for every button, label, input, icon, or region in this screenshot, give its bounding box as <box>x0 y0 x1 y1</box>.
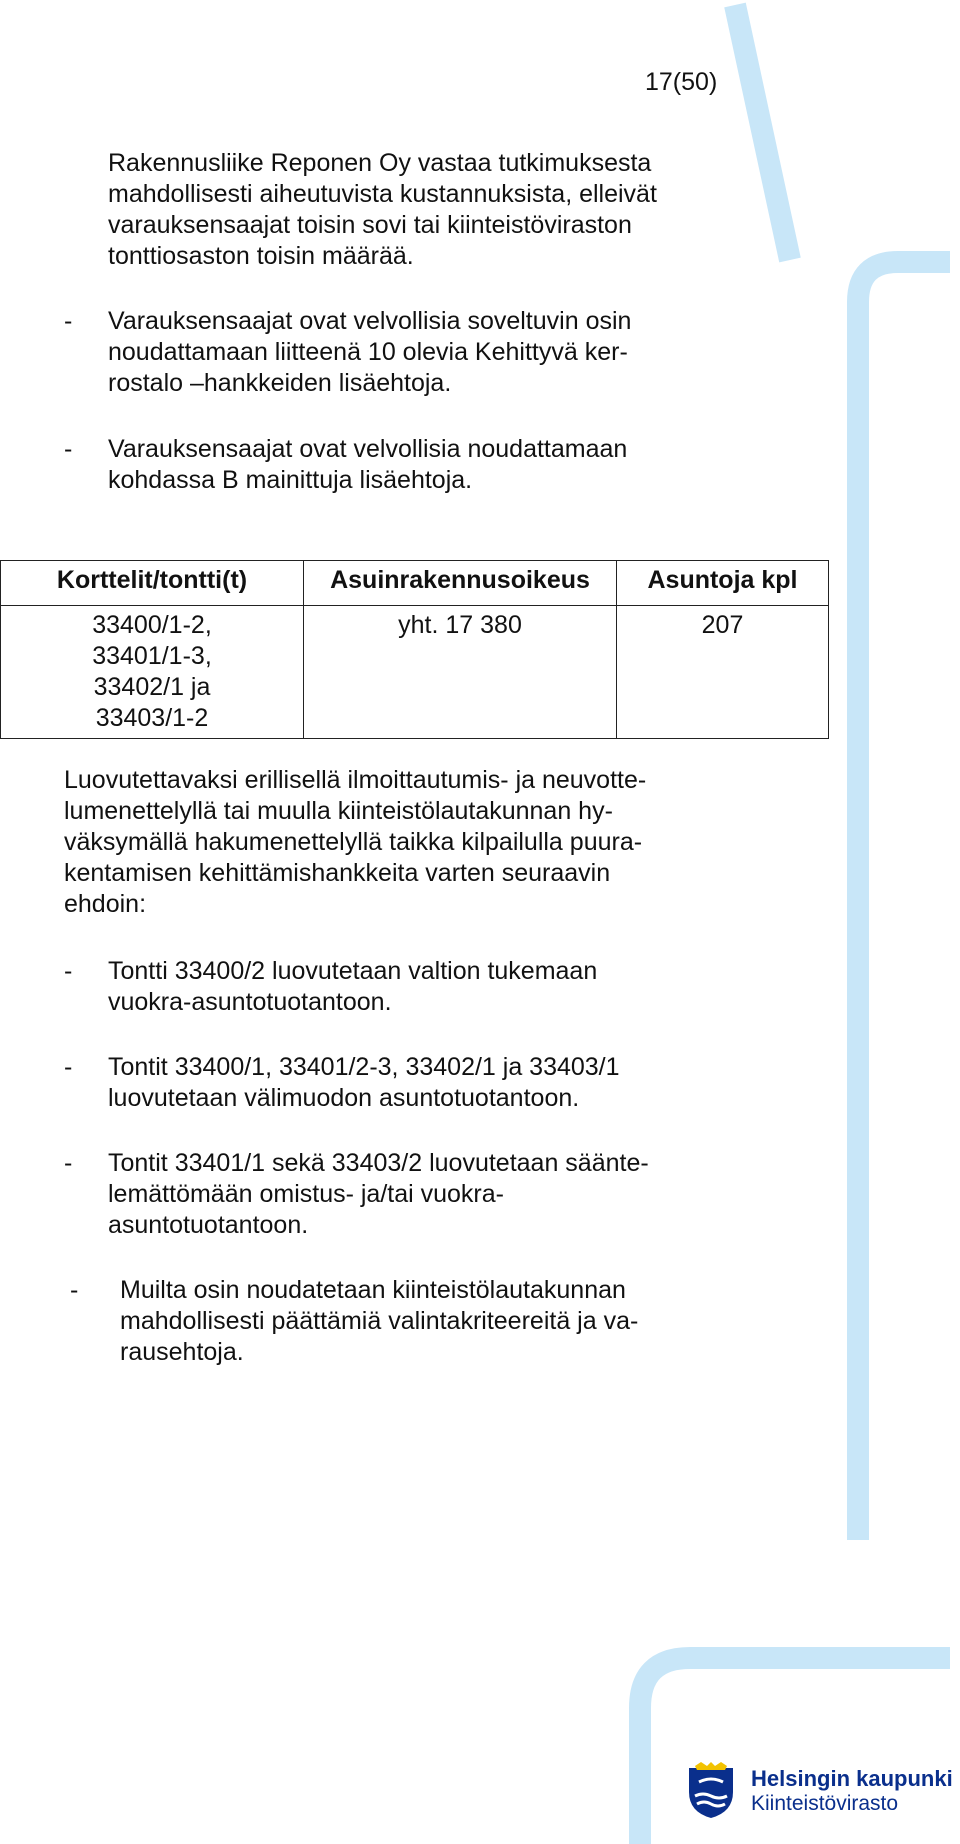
text-line: rostalo –hankkeiden lisäehtoja. <box>108 369 452 397</box>
paragraph-assignment-terms <box>64 765 744 920</box>
text-line: lumenettelyllä tai muulla kiinteistölautakunnan hy- <box>64 797 613 825</box>
text-line: Varauksensaajat ovat velvollisia noudattamaan <box>108 435 628 463</box>
coat-of-arms-icon <box>685 1762 737 1820</box>
text-line: Tontti 33400/2 luovutetaan valtion tukemaan <box>108 957 598 985</box>
bullet-dash: - <box>64 435 73 463</box>
bullet-dash: - <box>64 1053 73 1081</box>
text-line: luovutetaan välimuodon asuntotuotantoon. <box>108 1084 580 1112</box>
text-line: vuokra-asuntotuotantoon. <box>108 988 392 1016</box>
text-line: 33403/1-2 <box>95 704 209 732</box>
plots-table <box>0 560 829 739</box>
column-header-plots: Korttelit/tontti(t) <box>1 561 304 606</box>
column-header-building-rights: Asuinrakennusoikeus <box>304 561 617 606</box>
text-line: kentamisen kehittämishankkeita varten seuraavin <box>64 859 611 887</box>
logo-department-name: Kiinteistövirasto <box>751 1792 899 1815</box>
text-line: Tontit 33401/1 sekä 33403/2 luovutetaan säänte- <box>108 1149 649 1177</box>
text-line: noudattamaan liitteenä 10 olevia Kehittyvä ker- <box>108 338 628 366</box>
bullet-dash: - <box>64 957 73 985</box>
text-line: varauksensaajat toisin sovi tai kiinteistöviraston <box>108 211 632 239</box>
text-line: väksymällä hakumenettelyllä taikka kilpailulla puura- <box>64 828 643 856</box>
text-line: asuntotuotantoon. <box>108 1211 309 1239</box>
text-line: rausehtoja. <box>120 1338 244 1366</box>
page-number: 17(50) <box>645 68 718 96</box>
text-line: Luovutettavaksi erillisellä ilmoittautumis- ja neuvotte- <box>64 766 647 794</box>
paragraph-research-costs <box>108 148 748 272</box>
text-line: Tontit 33400/1, 33401/2-3, 33402/1 ja 33403/1 <box>108 1053 620 1081</box>
cell-building-rights: yht. 17 380 <box>304 606 617 739</box>
text-line: Muilta osin noudatetaan kiinteistölautakunnan <box>120 1276 626 1304</box>
text-line: mahdollisesti aiheutuvista kustannuksista, elleivät <box>108 180 657 208</box>
text-line: kohdassa B mainittuja lisäehtoja. <box>108 466 473 494</box>
text-line: Varauksensaajat ovat velvollisia soveltuvin osin <box>108 307 632 335</box>
bullet-dash: - <box>70 1276 79 1304</box>
bullet-dash: - <box>64 1149 73 1177</box>
table-row <box>1 606 829 739</box>
table-header-row <box>1 561 829 606</box>
cell-apartments: 207 <box>617 606 829 739</box>
city-logo <box>685 1762 953 1822</box>
text-line: lemättömään omistus- ja/tai vuokra- <box>108 1180 504 1208</box>
text-line: 33400/1-2, <box>92 611 212 639</box>
text-line: Rakennusliike Reponen Oy vastaa tutkimuksesta <box>108 149 652 177</box>
logo-organization-name: Helsingin kaupunki <box>751 1766 953 1791</box>
text-line: tonttiosaston toisin määrää. <box>108 242 414 270</box>
text-line: ehdoin: <box>64 890 147 918</box>
bullet-dash: - <box>64 307 73 335</box>
text-line: 33401/1-3, <box>92 642 212 670</box>
text-line: 33402/1 ja <box>93 673 211 701</box>
column-header-apartments: Asuntoja kpl <box>617 561 829 606</box>
text-line: mahdollisesti päättämiä valintakriteereitä ja va- <box>120 1307 639 1335</box>
cell-plots <box>1 606 304 739</box>
